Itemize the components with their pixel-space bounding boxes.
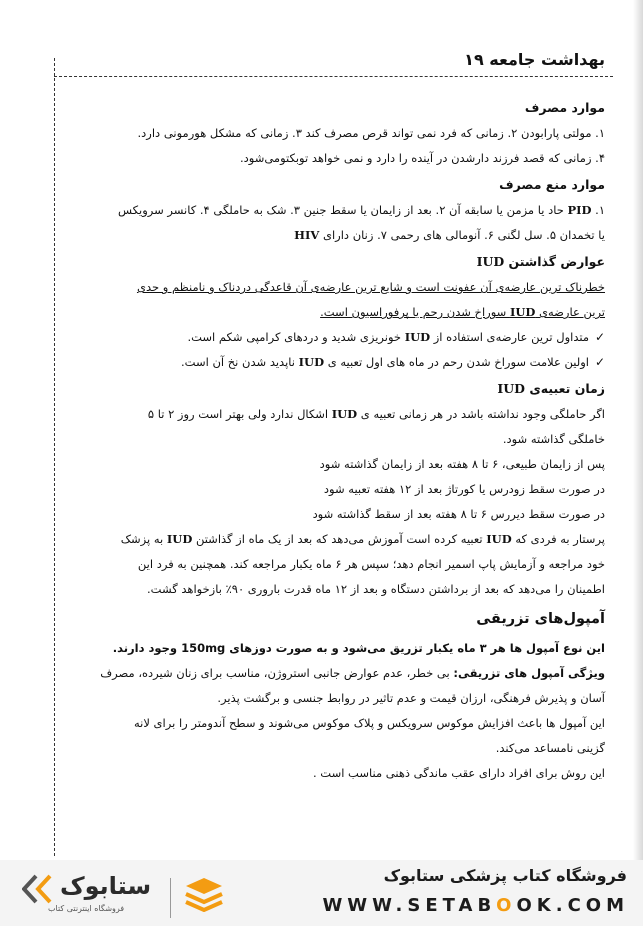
paragraph: یا تخمدان ۵. سل لگنی ۶. آنومالی های رحمی ۷. زنان دارای HIV xyxy=(294,228,605,242)
paragraph: ۱. مولتی پارابودن ۲. زمانی که فرد نمی تواند قرص مصرف کند ۳. زمانی که مشکل هورمونی دارد. xyxy=(137,126,605,140)
paragraph-underlined: خطرناک ترین عارضه‌ی آن عفونت است و شایع ترین عارضه‌ی آن قاعدگی دردناک و نامنظم و حدی xyxy=(136,280,605,294)
logo-wordmark: ستابوک xyxy=(60,872,152,900)
paragraph: اطمینان را می‌دهد که بعد از برداشتن دستگاه و بعد از ۱۲ ماه قدرت باروری ۹۰٪ بازخواهد گشت. xyxy=(147,582,605,596)
paragraph: گزینی نامساعد می‌کند. xyxy=(495,741,605,755)
paragraph: اگر حاملگی وجود نداشته باشد در هر زمانی تعبیه ی IUD اشکال ندارد ولی بهتر است روز ۲ تا ۵ xyxy=(147,407,605,421)
check-icon: ✓ xyxy=(594,355,605,369)
paragraph: آسان و پذیرش فرهنگی، ارزان قیمت و عدم تاثیر در روابط جنسی و برگشت پذیر. xyxy=(217,691,605,705)
section-heading-ampoules: آمپول‌های تزریقی xyxy=(476,611,605,627)
paragraph: پرستار به فردی که IUD تعبیه کرده است آموزش می‌دهد که بعد از یک ماه از گذاشتن IUD به پزشک xyxy=(120,532,605,546)
section-heading-contraindications: موارد منع مصرف xyxy=(499,177,605,192)
header-divider xyxy=(54,76,613,77)
paragraph-bold: این نوع آمپول ها هر ۳ ماه یکبار تزریق می‌شود و به صورت دوزهای 150mg وجود دارند. xyxy=(112,641,605,655)
book-stack-icon xyxy=(184,876,224,912)
section-heading-complications: عوارض گذاشتن IUD xyxy=(476,254,605,269)
footer-store-name: فروشگاه کتاب پزشکی ستابوک xyxy=(383,866,627,885)
logo-chevron-icon xyxy=(22,874,56,904)
paragraph-underlined: ترین عارضه‌ی IUD سوراخ شدن رحم یا پرفوراسیون است. xyxy=(320,305,605,319)
check-icon: ✓ xyxy=(594,330,605,344)
section-heading-timing: زمان تعبیه‌ی IUD xyxy=(497,381,605,396)
paragraph: ویژگی آمپول های تزریقی: بی خطر، عدم عوارض جانبی استروژن، مناسب برای زنان شیرده، مصرف xyxy=(100,666,605,680)
paragraph: ۴. زمانی که قصد فرزند دارشدن در آینده را دارد و نمی خواهد توبکتومی‌شود. xyxy=(239,151,605,165)
paragraph: این روش برای افراد دارای عقب ماندگی ذهنی مناسب است . xyxy=(312,766,605,780)
paragraph: پس از زایمان طبیعی، ۶ تا ۸ هفته بعد از زایمان گذاشته شود xyxy=(319,457,605,471)
paragraph: خاملگی گذاشته شود. xyxy=(502,432,605,446)
paragraph: ۱. PID حاد یا مزمن یا سابقه آن ۲. بعد از زایمان یا سقط جنین ۳. شک به حاملگی ۴. کانسر سرویکس xyxy=(118,203,605,217)
document-body xyxy=(72,94,605,786)
page-title: بهداشت جامعه ۱۹ xyxy=(464,50,605,69)
page-shadow xyxy=(633,0,643,860)
footer-url[interactable]: WWW.SETABOOK.COM xyxy=(322,895,629,916)
checklist-item: ✓اولین علامت سوراخ شدن رحم در ماه های اول تعبیه ی IUD ناپدید شدن نخ آن است. xyxy=(72,350,605,375)
paragraph: در صورت سقط زودرس یا کورتاژ بعد از ۱۲ هفته تعبیه شود xyxy=(323,482,605,496)
footer-divider xyxy=(170,878,171,918)
section-heading-uses: موارد مصرف xyxy=(524,100,605,115)
side-divider xyxy=(54,58,55,856)
paragraph: این آمپول ها باعث افزایش موکوس سرویکس و پلاک موکوس می‌شوند و سطح آندومتر را برای لانه xyxy=(133,716,605,730)
logo-tagline: فروشگاه اینترنتی کتاب xyxy=(48,904,125,913)
paragraph: خود مراجعه و آزمایش پاپ اسمیر انجام دهد؛ سپس هر ۶ ماه یکبار مراجعه کند. همچنین به فرد این xyxy=(137,557,605,571)
paragraph: در صورت سقط دیررس ۶ تا ۸ هفته بعد از سقط گذاشته شود xyxy=(312,507,605,521)
checklist-item: ✓متداول ترین عارضه‌ی استفاده از IUD خونریزی شدید و دردهای کرامپی شکم است. xyxy=(72,325,605,350)
